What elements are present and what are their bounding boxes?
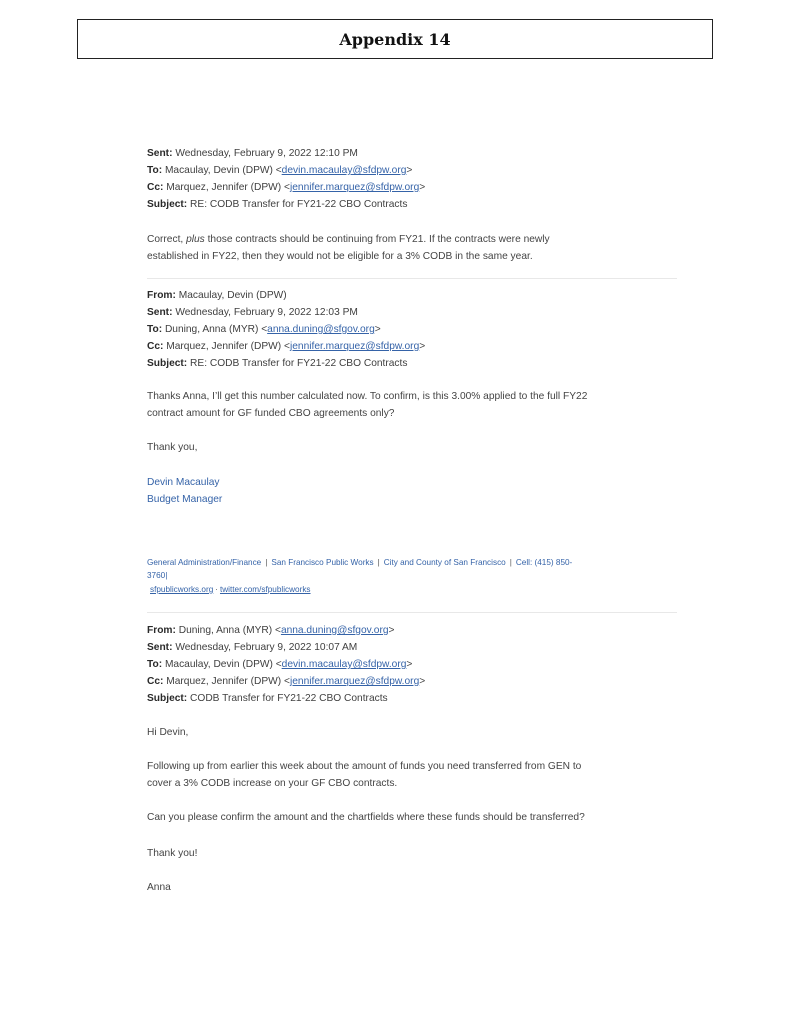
appendix-header-box bbox=[77, 19, 713, 59]
email-2-cc-link[interactable]: jennifer.marquez@sfdpw.org bbox=[289, 341, 420, 352]
appendix-title: Appendix 14 bbox=[339, 29, 451, 49]
email-2-to: To: Duning, Anna (MYR) <anna.duning@sfgov.org> bbox=[147, 324, 381, 335]
email-3-to-link[interactable]: devin.macaulay@sfdpw.org bbox=[281, 659, 407, 670]
email-3-from: From: Duning, Anna (MYR) <anna.duning@sfgov.org> bbox=[147, 625, 395, 636]
email-2-sent: Sent: Wednesday, February 9, 2022 12:03 PM bbox=[147, 307, 358, 318]
email-2-thanks: Thank you, bbox=[147, 442, 198, 453]
email-3-body: Following up from earlier this week about the amount of funds you need transferred from GEN to cover a 3% CODB increase on your GF CBO contracts. bbox=[147, 761, 582, 789]
email-3-to: To: Macaulay, Devin (DPW) <devin.macaulay@sfdpw.org> bbox=[147, 659, 413, 670]
email-2-body: Thanks Anna, I’ll get this number calculated now. To confirm, is this 3.00% applied to the full FY22 contract amount for GF funded CBO agreements only? bbox=[147, 391, 588, 419]
email-2-signature bbox=[147, 474, 222, 508]
email-2-from: From: Macaulay, Devin (DPW) bbox=[147, 290, 287, 301]
email-3-question: Can you please confirm the amount and the chartfields where these funds should be transferred? bbox=[147, 812, 585, 823]
email-3-greeting: Hi Devin, bbox=[147, 727, 189, 738]
email-3-cc: Cc: Marquez, Jennifer (DPW) <jennifer.marquez@sfdpw.org> bbox=[147, 676, 426, 687]
email-3-thanks: Thank you! bbox=[147, 848, 198, 859]
email-1-header bbox=[147, 145, 687, 213]
email-1-to: To: Macaulay, Devin (DPW) <devin.macaulay@sfdpw.org> bbox=[147, 165, 413, 176]
email-2-to-link[interactable]: anna.duning@sfgov.org bbox=[267, 324, 375, 335]
email-3-from-link[interactable]: anna.duning@sfgov.org bbox=[280, 625, 389, 636]
email-3-header bbox=[147, 622, 687, 707]
signature-name: Devin Macaulay bbox=[147, 477, 220, 488]
email-1-cc-link[interactable]: jennifer.marquez@sfdpw.org bbox=[289, 182, 420, 193]
signature-footer: General Administration/Finance | San Francisco Public Works | City and County of San Francisco | Cell: (415) 850- 3760| sfpublicworks.org · twitter.com/sfpublicworks bbox=[147, 558, 573, 594]
email-2-subject: Subject: RE: CODB Transfer for FY21-22 CBO Contracts bbox=[147, 358, 408, 369]
email-1-cc: Cc: Marquez, Jennifer (DPW) <jennifer.marquez@sfdpw.org> bbox=[147, 182, 426, 193]
email-3-sent: Sent: Wednesday, February 9, 2022 10:07 AM bbox=[147, 642, 358, 653]
email-2-cc: Cc: Marquez, Jennifer (DPW) <jennifer.marquez@sfdpw.org> bbox=[147, 341, 426, 352]
email-1-sent: Sent: Wednesday, February 9, 2022 12:10 PM bbox=[147, 148, 358, 159]
email-1-subject: Subject: RE: CODB Transfer for FY21-22 CBO Contracts bbox=[147, 199, 408, 210]
email-2-header bbox=[147, 287, 687, 372]
signature-title: Budget Manager bbox=[147, 494, 223, 505]
email-3-signoff: Anna bbox=[147, 882, 171, 893]
footer-twitter-link[interactable]: twitter.com/sfpublicworks bbox=[219, 585, 311, 594]
divider-2 bbox=[147, 612, 677, 613]
divider-1 bbox=[147, 278, 677, 279]
email-3-subject: Subject: CODB Transfer for FY21-22 CBO Contracts bbox=[147, 693, 388, 704]
footer-website-link[interactable]: sfpublicworks.org bbox=[150, 585, 214, 594]
email-3-cc-link[interactable]: jennifer.marquez@sfdpw.org bbox=[289, 676, 420, 687]
email-1-body: Correct, plus those contracts should be continuing from FY21. If the contracts were newly established in FY22, then they would not be eligible for a 3% CODB in the same year. bbox=[147, 234, 550, 262]
email-1-to-link[interactable]: devin.macaulay@sfdpw.org bbox=[281, 165, 407, 176]
